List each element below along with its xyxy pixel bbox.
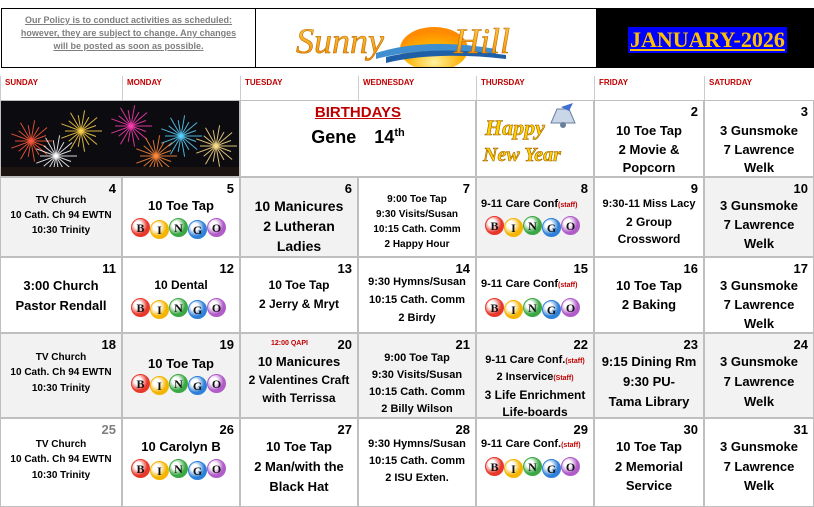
logo-text-sunny: Sunny bbox=[296, 21, 384, 61]
event-text: 2 Billy Wilson bbox=[381, 403, 453, 415]
fireworks-image-cell[interactable] bbox=[0, 100, 240, 177]
event-text: Crossword bbox=[617, 232, 681, 246]
event-line bbox=[1, 278, 121, 293]
day-cell-31[interactable] bbox=[704, 418, 814, 507]
bingo-ball-o: O bbox=[207, 298, 226, 317]
event-line bbox=[1, 195, 121, 206]
event-line bbox=[477, 388, 593, 402]
event-line bbox=[705, 354, 813, 369]
bingo-ball-n: N bbox=[523, 457, 542, 476]
day-cell-29[interactable] bbox=[476, 418, 594, 507]
event-text: 3:00 Church bbox=[23, 278, 99, 293]
bingo-ball-g: G bbox=[542, 459, 561, 478]
weekday-thursday: THURSDAY bbox=[476, 76, 594, 100]
event-line bbox=[705, 217, 813, 232]
event-line bbox=[241, 459, 357, 474]
event-line bbox=[705, 278, 813, 293]
event-text: 10 Toe Tap bbox=[616, 123, 682, 138]
day-number: 28 bbox=[455, 422, 470, 437]
day-number: 21 bbox=[455, 337, 470, 352]
event-text: Service bbox=[625, 478, 673, 493]
day-number: 6 bbox=[344, 181, 352, 196]
bingo-balls-icon bbox=[131, 459, 231, 481]
day-number: 29 bbox=[573, 422, 588, 437]
day-cell-5[interactable] bbox=[122, 177, 240, 257]
bingo-ball-i: I bbox=[504, 300, 523, 319]
day-cell-27[interactable] bbox=[240, 418, 358, 507]
day-number: 26 bbox=[219, 422, 234, 437]
day-number: 12 bbox=[219, 261, 234, 276]
event-line bbox=[705, 123, 813, 138]
event-text: 9:30 Hymns/Susan bbox=[368, 438, 466, 450]
day-cell-13[interactable] bbox=[240, 257, 358, 333]
weekday-header-row bbox=[0, 76, 814, 100]
event-text: Pastor Rendall bbox=[15, 298, 107, 313]
day-cell-18[interactable] bbox=[0, 333, 122, 418]
event-text: 3 Gunsmoke bbox=[719, 354, 799, 369]
event-text: 9:30-11 Miss Lacy bbox=[602, 198, 696, 210]
event-text: 3 Gunsmoke bbox=[719, 278, 799, 293]
event-text: 7 Lawrence bbox=[723, 142, 795, 157]
birthday-date-suffix: th bbox=[394, 127, 405, 139]
bingo-ball-i: I bbox=[504, 218, 523, 237]
event-line bbox=[241, 479, 357, 494]
event-line bbox=[477, 371, 593, 383]
bingo-ball-n: N bbox=[169, 218, 188, 237]
bingo-ball-i: I bbox=[150, 300, 169, 319]
qapi-note: 12:00 QAPI bbox=[271, 340, 308, 347]
bingo-ball-o: O bbox=[207, 459, 226, 478]
event-line bbox=[705, 297, 813, 312]
event-text: TV Church bbox=[35, 439, 87, 450]
event-text: 2 Inservice bbox=[496, 371, 554, 383]
day-number: 14 bbox=[455, 261, 470, 276]
staff-note: (staff) bbox=[561, 442, 581, 449]
day-cell-25[interactable] bbox=[0, 418, 122, 507]
event-text: 10 Toe Tap bbox=[148, 356, 214, 371]
day-number: 19 bbox=[219, 337, 234, 352]
event-line bbox=[359, 472, 475, 484]
sunny-hill-logo bbox=[255, 8, 597, 68]
event-line bbox=[595, 142, 703, 157]
event-line bbox=[595, 459, 703, 474]
day-number: 18 bbox=[101, 337, 116, 352]
event-line bbox=[705, 316, 813, 331]
event-line bbox=[477, 198, 593, 210]
event-line bbox=[359, 276, 475, 288]
bingo-ball-o: O bbox=[207, 374, 226, 393]
event-line bbox=[595, 297, 703, 312]
event-text: 2 Baking bbox=[621, 297, 677, 312]
birthday-date: 14 bbox=[374, 127, 395, 147]
bingo-balls-icon bbox=[131, 298, 231, 320]
weekday-sunday: SUNDAY bbox=[0, 76, 122, 100]
day-number: 20 bbox=[337, 337, 352, 352]
day-number: 27 bbox=[337, 422, 352, 437]
event-text: 2 Memorial bbox=[615, 459, 683, 474]
event-line bbox=[241, 439, 357, 454]
bingo-ball-b: B bbox=[131, 374, 150, 393]
event-text: 2 Valentines Craft bbox=[248, 373, 350, 387]
event-text: Welk bbox=[743, 478, 775, 493]
bingo-ball-i: I bbox=[150, 376, 169, 395]
event-line bbox=[359, 224, 475, 235]
event-line bbox=[1, 210, 121, 221]
policy-line-3: will be posted as soon as possible. bbox=[53, 41, 204, 51]
event-text: 3 Gunsmoke bbox=[719, 123, 799, 138]
event-text: 10:15 Cath. Comm bbox=[369, 455, 465, 467]
event-text: 10:15 Cath. Comm bbox=[369, 294, 465, 306]
bingo-ball-g: G bbox=[188, 461, 207, 480]
event-line bbox=[1, 298, 121, 313]
bingo-ball-n: N bbox=[523, 298, 542, 317]
event-line bbox=[1, 454, 121, 465]
staff-note: (staff) bbox=[565, 358, 585, 365]
event-line bbox=[359, 312, 475, 324]
day-number: 10 bbox=[793, 181, 808, 196]
bingo-ball-b: B bbox=[485, 457, 504, 476]
logo-text-hill: Hill bbox=[454, 21, 511, 61]
bingo-ball-n: N bbox=[169, 459, 188, 478]
event-line bbox=[595, 374, 703, 389]
day-number: 17 bbox=[793, 261, 808, 276]
event-text: Life-boards bbox=[502, 405, 568, 418]
fireworks-image bbox=[1, 101, 240, 177]
calendar-header bbox=[0, 0, 814, 76]
event-line bbox=[705, 478, 813, 493]
event-text: Black Hat bbox=[269, 479, 329, 494]
event-text: 10 Manicures bbox=[254, 198, 344, 214]
bingo-balls-icon bbox=[131, 374, 231, 396]
event-line bbox=[477, 354, 593, 366]
event-text: Welk bbox=[743, 236, 775, 251]
day-cell-19[interactable] bbox=[122, 333, 240, 418]
event-line bbox=[359, 194, 475, 205]
event-text: 2 Lutheran bbox=[263, 218, 335, 234]
policy-line-2a: however, they are bbox=[20, 28, 99, 38]
event-line bbox=[595, 160, 703, 175]
bingo-ball-b: B bbox=[131, 218, 150, 237]
weekday-monday: MONDAY bbox=[122, 76, 240, 100]
event-text: 10:15 Cath. Comm bbox=[369, 386, 465, 398]
event-text: 2 Group bbox=[625, 215, 672, 229]
birthdays-title: BIRTHDAYS bbox=[314, 104, 402, 121]
event-text: 10:30 Trinity bbox=[31, 470, 91, 481]
event-line bbox=[595, 278, 703, 293]
svg-text:Happy: Happy bbox=[485, 115, 545, 140]
day-number: 13 bbox=[337, 261, 352, 276]
day-number: 5 bbox=[226, 181, 234, 196]
event-text: 9:30 Visits/Susan bbox=[371, 369, 463, 381]
day-cell-12[interactable] bbox=[122, 257, 240, 333]
event-line bbox=[241, 391, 357, 405]
bingo-ball-o: O bbox=[561, 216, 580, 235]
day-cell-28[interactable] bbox=[358, 418, 476, 507]
day-cell-4[interactable] bbox=[0, 177, 122, 257]
day-cell-22[interactable] bbox=[476, 333, 594, 418]
event-text: Tama Library bbox=[608, 394, 690, 409]
event-text: with Terrissa bbox=[262, 391, 336, 405]
day-cell-30[interactable] bbox=[594, 418, 704, 507]
bingo-ball-g: G bbox=[188, 376, 207, 395]
day-cell-9[interactable] bbox=[594, 177, 704, 257]
event-text: 10:15 Cath. Comm bbox=[373, 224, 461, 235]
weekday-wednesday: WEDNESDAY bbox=[358, 76, 476, 100]
happy-new-year-cell[interactable] bbox=[476, 100, 594, 177]
event-line bbox=[595, 394, 703, 409]
event-text: 10:30 Trinity bbox=[31, 383, 91, 394]
event-text: 2 Happy Hour bbox=[384, 239, 450, 250]
day-cell-14[interactable] bbox=[358, 257, 476, 333]
event-line bbox=[595, 354, 703, 369]
policy-line-1: Our Policy is to conduct activities as scheduled: bbox=[24, 15, 233, 25]
birthday-entry bbox=[241, 127, 475, 148]
event-line bbox=[359, 369, 475, 381]
event-line bbox=[123, 439, 239, 454]
day-number: 30 bbox=[683, 422, 698, 437]
event-text: Ladies bbox=[276, 238, 322, 254]
event-line bbox=[705, 374, 813, 389]
event-text: Welk bbox=[743, 160, 775, 175]
event-text: 3 Gunsmoke bbox=[719, 439, 799, 454]
event-text: Popcorn bbox=[622, 160, 676, 175]
event-text: 3 Life Enrichment bbox=[484, 388, 586, 402]
event-line bbox=[1, 470, 121, 481]
happy-new-year-image bbox=[477, 101, 594, 177]
day-number: 22 bbox=[573, 337, 588, 352]
event-text: 10 Toe Tap bbox=[266, 439, 332, 454]
day-number: 25 bbox=[101, 422, 116, 437]
event-line bbox=[1, 367, 121, 378]
bingo-balls-icon bbox=[131, 218, 231, 240]
event-line bbox=[705, 142, 813, 157]
birthday-name: Gene bbox=[311, 127, 357, 147]
event-line bbox=[359, 294, 475, 306]
bingo-balls-icon bbox=[485, 298, 585, 320]
day-number: 23 bbox=[683, 337, 698, 352]
day-number: 15 bbox=[573, 261, 588, 276]
event-line bbox=[705, 439, 813, 454]
event-line bbox=[359, 352, 475, 364]
event-line bbox=[241, 373, 357, 387]
event-text: 9-11 Care Conf. bbox=[481, 438, 562, 450]
event-line bbox=[359, 455, 475, 467]
day-number: 16 bbox=[683, 261, 698, 276]
event-line bbox=[595, 232, 703, 246]
event-text: 9:00 Toe Tap bbox=[384, 352, 450, 364]
bingo-ball-o: O bbox=[561, 298, 580, 317]
day-cell-3[interactable] bbox=[704, 100, 814, 177]
event-line bbox=[705, 160, 813, 175]
day-number: 8 bbox=[580, 181, 588, 196]
event-text: 9:00 Toe Tap bbox=[387, 194, 447, 205]
event-line bbox=[359, 209, 475, 220]
event-line bbox=[241, 297, 357, 311]
policy-line-2b: subject bbox=[98, 28, 131, 38]
bingo-balls-icon bbox=[485, 216, 585, 238]
weekday-saturday: SATURDAY bbox=[704, 76, 814, 100]
event-text: 10 Manicures bbox=[257, 354, 341, 369]
event-text: 2 Jerry & Mryt bbox=[258, 297, 340, 311]
month-banner bbox=[597, 8, 814, 68]
bingo-balls-icon bbox=[485, 457, 585, 479]
day-cell-15[interactable] bbox=[476, 257, 594, 333]
event-line bbox=[241, 238, 357, 254]
event-text: 2 ISU Exten. bbox=[385, 472, 449, 484]
event-text: 10 Carolyn B bbox=[141, 439, 221, 454]
event-text: 10 Toe Tap bbox=[268, 278, 330, 292]
event-text: 7 Lawrence bbox=[723, 297, 795, 312]
day-cell-6[interactable] bbox=[240, 177, 358, 257]
event-line bbox=[241, 198, 357, 214]
event-line bbox=[595, 439, 703, 454]
bingo-ball-o: O bbox=[561, 457, 580, 476]
day-cell-17[interactable] bbox=[704, 257, 814, 333]
event-text: 10 Cath. Ch 94 EWTN bbox=[10, 367, 112, 378]
event-line bbox=[123, 198, 239, 213]
policy-line-2c: to change. Any changes bbox=[130, 28, 237, 38]
event-text: 10 Toe Tap bbox=[616, 439, 682, 454]
event-line bbox=[1, 439, 121, 450]
weekday-tuesday: TUESDAY bbox=[240, 76, 358, 100]
bingo-ball-g: G bbox=[542, 218, 561, 237]
event-text: 9:15 Dining Rm bbox=[601, 354, 697, 369]
event-text: 10 Toe Tap bbox=[148, 198, 214, 213]
event-text: 10 Cath. Ch 94 EWTN bbox=[10, 454, 112, 465]
event-line bbox=[705, 236, 813, 251]
bingo-ball-g: G bbox=[188, 300, 207, 319]
event-line bbox=[241, 278, 357, 292]
day-cell-11[interactable] bbox=[0, 257, 122, 333]
bingo-ball-i: I bbox=[150, 220, 169, 239]
event-text: 10 Cath. Ch 94 EWTN bbox=[10, 210, 112, 221]
day-cell-23[interactable] bbox=[594, 333, 704, 418]
staff-note: (staff) bbox=[558, 282, 578, 289]
month-title: JANUARY-2026 bbox=[630, 27, 785, 52]
event-line bbox=[595, 478, 703, 493]
bingo-ball-n: N bbox=[169, 374, 188, 393]
event-line bbox=[1, 352, 121, 363]
day-number: 7 bbox=[462, 181, 470, 196]
day-cell-26[interactable] bbox=[122, 418, 240, 507]
event-text: 10 Toe Tap bbox=[616, 278, 682, 293]
event-line bbox=[1, 225, 121, 236]
day-cell-24[interactable] bbox=[704, 333, 814, 418]
bingo-ball-i: I bbox=[504, 459, 523, 478]
bingo-ball-n: N bbox=[523, 216, 542, 235]
weekday-friday: FRIDAY bbox=[594, 76, 704, 100]
event-line bbox=[359, 403, 475, 415]
event-text: 2 Movie & bbox=[618, 142, 680, 157]
bingo-ball-n: N bbox=[169, 298, 188, 317]
event-line bbox=[705, 198, 813, 213]
day-number: 11 bbox=[102, 261, 116, 276]
day-number: 24 bbox=[793, 337, 808, 352]
event-line bbox=[1, 383, 121, 394]
event-text: 10 Dental bbox=[154, 278, 208, 292]
day-cell-8[interactable] bbox=[476, 177, 594, 257]
event-text: TV Church bbox=[35, 195, 87, 206]
event-line bbox=[595, 123, 703, 138]
staff-note: (staff) bbox=[558, 202, 578, 209]
day-number: 2 bbox=[690, 104, 698, 119]
event-line bbox=[477, 278, 593, 290]
event-text: 7 Lawrence bbox=[723, 217, 795, 232]
event-line bbox=[241, 354, 357, 369]
event-text: 9-11 Care Conf bbox=[481, 198, 559, 210]
event-line bbox=[477, 405, 593, 418]
event-line bbox=[705, 459, 813, 474]
event-text: Welk bbox=[743, 394, 775, 409]
day-number: 9 bbox=[690, 181, 698, 196]
bingo-ball-b: B bbox=[485, 216, 504, 235]
event-text: 9-11 Care Conf bbox=[481, 278, 559, 290]
event-line bbox=[241, 218, 357, 234]
svg-text:New Year: New Year bbox=[483, 144, 561, 166]
event-text: 9-11 Care Conf. bbox=[485, 354, 566, 366]
day-cell-16[interactable] bbox=[594, 257, 704, 333]
day-cell-10[interactable] bbox=[704, 177, 814, 257]
day-number: 3 bbox=[800, 104, 808, 119]
event-text: 9:30 Visits/Susan bbox=[375, 209, 459, 220]
event-text: TV Church bbox=[35, 352, 87, 363]
bingo-ball-g: G bbox=[542, 300, 561, 319]
event-text: 2 Birdy bbox=[398, 312, 436, 324]
bingo-ball-b: B bbox=[131, 298, 150, 317]
event-text: 10:30 Trinity bbox=[31, 225, 91, 236]
day-cell-7[interactable] bbox=[358, 177, 476, 257]
day-number: 4 bbox=[108, 181, 116, 196]
event-text: 9:30 Hymns/Susan bbox=[368, 276, 466, 288]
event-text: 7 Lawrence bbox=[723, 374, 795, 389]
event-text: Welk bbox=[743, 316, 775, 331]
bingo-ball-b: B bbox=[131, 459, 150, 478]
event-line bbox=[477, 438, 593, 450]
event-line bbox=[359, 438, 475, 450]
bingo-ball-o: O bbox=[207, 218, 226, 237]
event-line bbox=[359, 386, 475, 398]
day-number: 31 bbox=[793, 422, 808, 437]
policy-notice bbox=[1, 8, 255, 68]
bingo-ball-b: B bbox=[485, 298, 504, 317]
event-line bbox=[123, 356, 239, 371]
day-cell-21[interactable] bbox=[358, 333, 476, 418]
event-line bbox=[359, 239, 475, 250]
day-cell-2[interactable] bbox=[594, 100, 704, 177]
birthdays-cell[interactable] bbox=[240, 100, 476, 177]
bingo-ball-g: G bbox=[188, 220, 207, 239]
sunny-hill-logo-art bbox=[256, 9, 596, 67]
staff-note: (Staff) bbox=[553, 375, 574, 382]
event-text: 2 Man/with the bbox=[254, 459, 344, 474]
event-line bbox=[595, 198, 703, 210]
day-cell-20[interactable] bbox=[240, 333, 358, 418]
event-line bbox=[123, 278, 239, 292]
event-text: 7 Lawrence bbox=[723, 459, 795, 474]
event-text: 9:30 PU- bbox=[622, 374, 676, 389]
event-text: 3 Gunsmoke bbox=[719, 198, 799, 213]
event-line bbox=[595, 215, 703, 229]
bingo-ball-i: I bbox=[150, 461, 169, 480]
event-line bbox=[705, 394, 813, 409]
